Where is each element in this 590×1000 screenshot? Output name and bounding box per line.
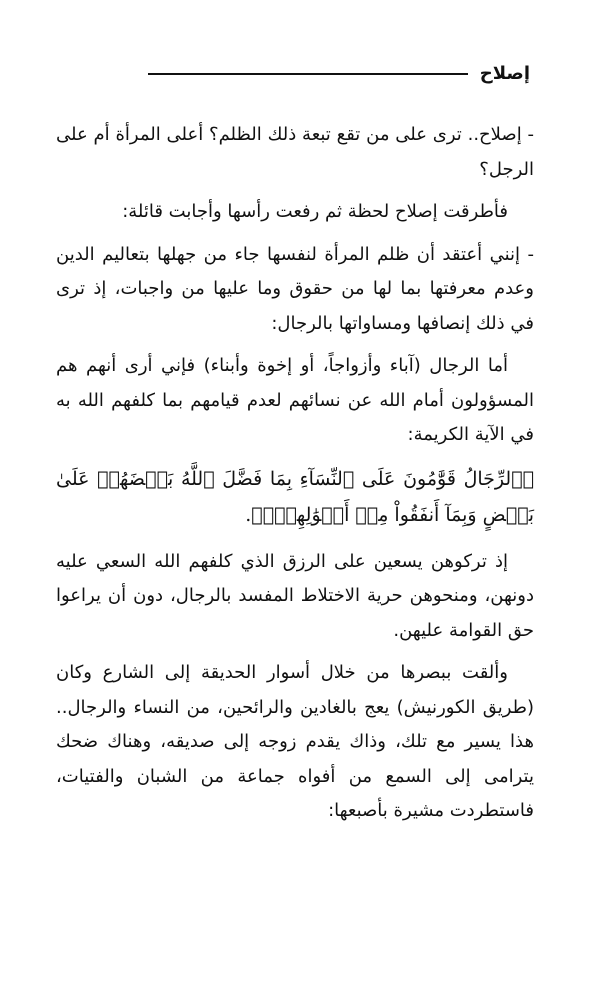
quran-verse: ﴿ٱلرِّجَالُ قَوَّٰمُونَ عَلَى ٱلنِّسَآءِ بِمَا فَضَّلَ ٱللَّهُ بَعۡضَهُمۡ عَلَىٰ بَعۡضٍ وَبِمَآ أَنفَقُواْ مِنۡ أَمۡوَٰلِهِمۡۚ﴾.: [56, 467, 534, 526]
narration-paragraph-3: إذ تركوهن يسعين على الرزق الذي كلفهم الله السعي عليه دونهن، ومنحوهن حرية الاختلاط المفسد بالرجال، دون أن يراعوا حق القوامة عليهن.: [56, 550, 534, 641]
narration-paragraph-2: أما الرجال (آباء وأزواجاً، أو إخوة وأبناء) فإني أرى أنهم هم المسؤولون أمام الله عن نسائهم لعدم قيامهم بما كلفهم الله به في الآية الكريمة:: [56, 355, 534, 445]
running-header-title: إصلاح: [479, 62, 530, 84]
running-header: [60, 58, 530, 88]
dialogue-paragraph-1: - إصلاح.. ترى على من تقع تبعة ذلك الظلم؟ أعلى المرأة أم على الرجل؟: [56, 124, 534, 180]
dialogue-paragraph-2: - إنني أعتقد أن ظلم المرأة لنفسها جاء من جهلها بتعاليم الدين وعدم معرفتها بما لها من حقوق وما عليها من واجبات، إذ ترى في ذلك إنصافها ومساواتها بالرجال:: [56, 243, 534, 334]
header-rule: [148, 73, 468, 75]
narration-paragraph-1: فأطرقت إصلاح لحظة ثم رفعت رأسها وأجابت قائلة:: [122, 201, 508, 222]
narration-paragraph-4: وألقت ببصرها من خلال أسوار الحديقة إلى الشارع وكان (طريق الكورنيش) يعج بالغادين والرائحين، من النساء والرجال.. هذا يسير مع تلك، وذاك يقدم زوجه إلى صديقه، وهناك ضحك يترامى إلى السمع من أفواه جماعة من الشبان والفتيات، فاستطردت مشيرة بأصبعها:: [56, 662, 534, 821]
page-body: [56, 118, 534, 837]
